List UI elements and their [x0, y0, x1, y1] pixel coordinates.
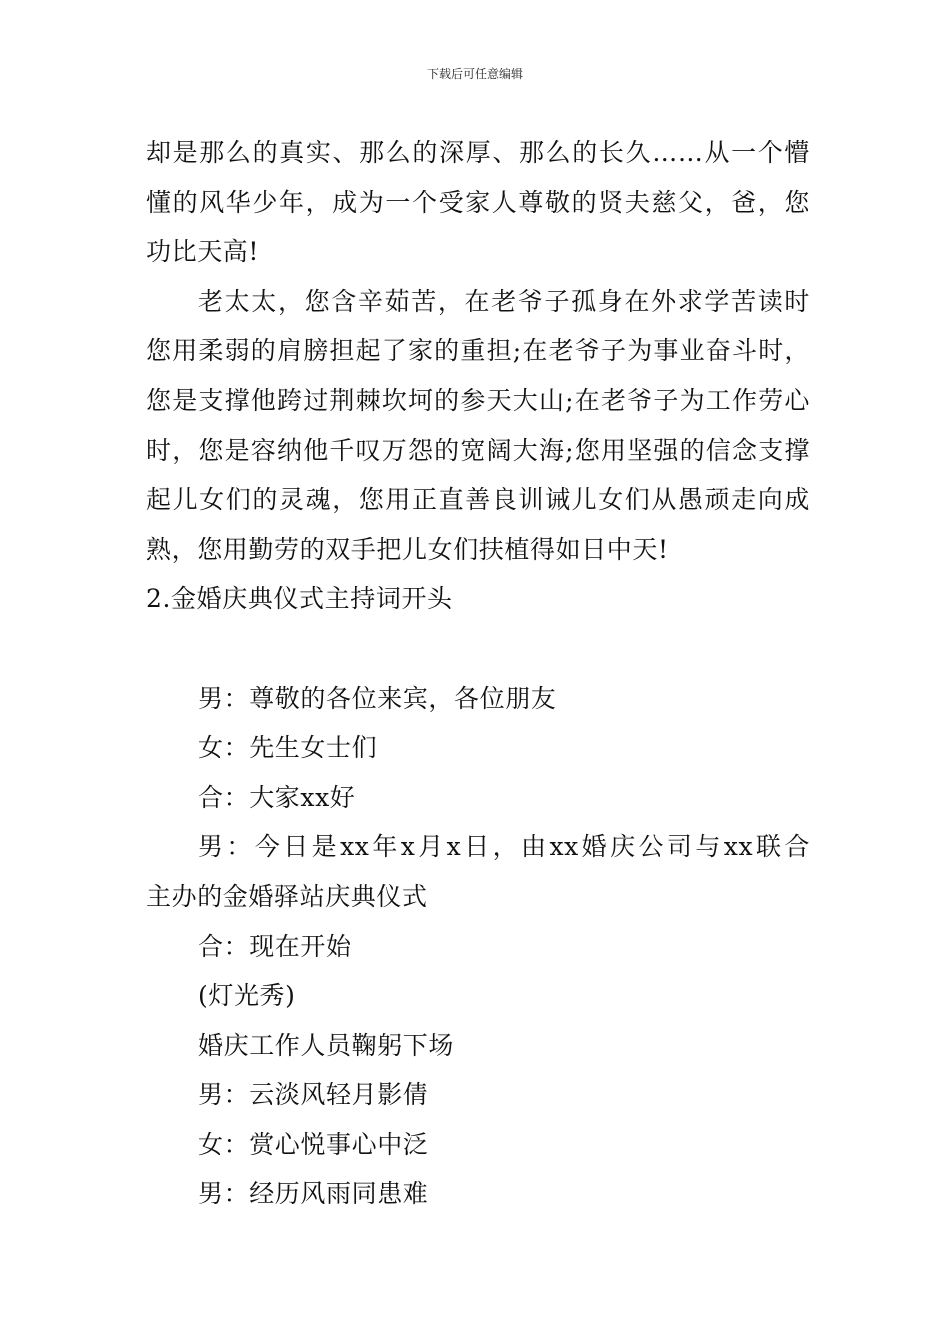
paragraph-2-line-2: 您用柔弱的肩膀担起了家的重担;在老爷子为事业奋斗时，	[146, 336, 810, 366]
script-line-1: 男：尊敬的各位来宾，各位朋友	[198, 683, 557, 713]
section-heading: 2.金婚庆典仪式主持词开头	[146, 584, 453, 614]
script-line-3: 合：大家xx好	[198, 782, 356, 812]
blank-line	[146, 624, 810, 674]
paragraph-1-line-1: 却是那么的真实、那么的深厚、那么的长久……从一个懵	[146, 138, 810, 167]
document-body	[146, 128, 810, 1219]
page-header: 下载后可任意编辑	[426, 67, 523, 81]
paragraph-2-line-6: 熟，您用勤劳的双手把儿女们扶植得如日中天!	[146, 534, 669, 564]
paragraph-1-line-2: 懂的风华少年，成为一个受家人尊敬的贤夫慈父，爸，您	[146, 187, 810, 217]
script-line-4b: 主办的金婚驿站庆典仪式	[146, 881, 428, 911]
script-line-10: 男：经历风雨同患难	[198, 1179, 429, 1209]
paragraph-1-line-3: 功比天高!	[146, 237, 260, 267]
script-line-9: 女：赏心悦事心中泛	[198, 1129, 429, 1159]
script-line-7: 婚庆工作人员鞠躬下场	[198, 1030, 455, 1060]
script-line-5: 合：现在开始	[198, 931, 352, 961]
script-line-6: (灯光秀)	[198, 981, 296, 1011]
script-line-4a: 男：今日是xx年x月x日，由xx婚庆公司与xx联合	[198, 832, 810, 862]
paragraph-2-line-5: 起儿女们的灵魂，您用正直善良训诫儿女们从愚顽走向成	[146, 485, 810, 515]
script-line-8: 男：云淡风轻月影倩	[198, 1080, 429, 1110]
paragraph-2-line-1: 老太太，您含辛茹苦，在老爷子孤身在外求学苦读时	[198, 286, 810, 316]
paragraph-2-line-3: 您是支撑他跨过荆棘坎坷的参天大山;在老爷子为工作劳心	[146, 385, 810, 415]
paragraph-2-line-4: 时，您是容纳他千叹万怨的宽阔大海;您用坚强的信念支撑	[146, 435, 810, 465]
script-line-2: 女：先生女士们	[198, 733, 378, 763]
